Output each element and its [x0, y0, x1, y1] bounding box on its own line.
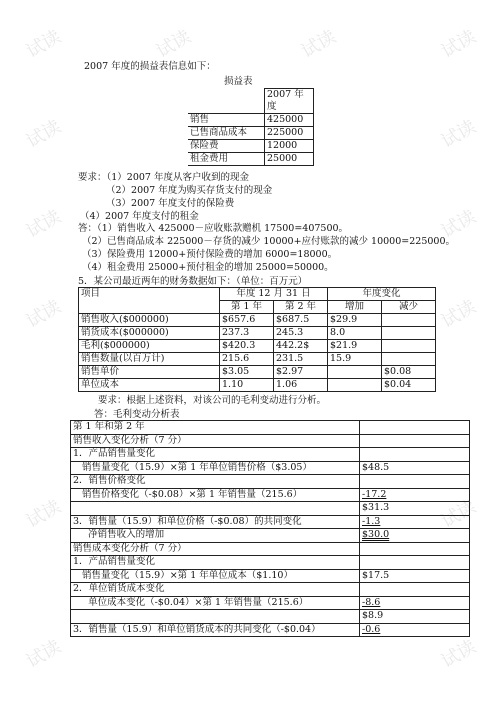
gm-amount	[360, 421, 470, 435]
cell-increase: 15.9	[328, 353, 382, 366]
cell-year1: 215.6	[220, 353, 274, 366]
cell-year1: $420.3	[220, 340, 274, 353]
gm-desc: 2．销售价格变化	[71, 475, 360, 489]
gm-desc: 3．销售量（15.9）和单位销货成本的共同变化（-$0.04）	[71, 623, 360, 637]
table-row	[71, 529, 470, 543]
table-row	[71, 596, 470, 610]
table-row	[71, 502, 470, 516]
gm-desc	[71, 502, 360, 516]
gm-amount	[360, 542, 470, 556]
gm-desc: 1．产品销售量变化	[71, 448, 360, 462]
cell-year2: $687.5	[274, 314, 328, 327]
table-row	[79, 340, 436, 353]
cell-year1: 1.10	[220, 379, 274, 392]
table-row	[71, 515, 470, 529]
table-row	[71, 448, 470, 462]
gm-amount: -8.6	[360, 596, 470, 610]
cell-year2: 231.5	[274, 353, 328, 366]
cell-year1: $3.05	[220, 366, 274, 379]
table-row	[79, 366, 436, 379]
gm-amount: -1.3	[360, 515, 470, 529]
income-statement-table	[188, 88, 314, 166]
gm-desc: 第 1 年和第 2 年	[71, 421, 360, 435]
gm-desc: 销售成本变化分析（7 分）	[71, 542, 360, 556]
gm-amount	[360, 556, 470, 570]
gm-amount	[360, 448, 470, 462]
income-row-label: 销售	[188, 114, 265, 127]
income-row-label: 保险费	[188, 140, 265, 153]
income-header: 2007 年度	[265, 89, 314, 114]
gm-amount	[360, 475, 470, 489]
gm-amount: $30.0	[360, 529, 470, 543]
gm-desc: 2．单位销货成本变化	[71, 583, 360, 597]
gm-amount: $8.9	[360, 610, 470, 624]
financial-data-table	[78, 287, 436, 392]
gm-amount: $17.5	[360, 569, 470, 583]
table-row	[71, 434, 470, 448]
gm-desc: 单位成本变化（-$0.04）×第 1 年销售量（215.6）	[71, 596, 360, 610]
intro-text: 2007 年度的损益表信息如下：	[84, 61, 216, 72]
answer-line: （4）租金费用 25000+预付租金的增加 25000=50000。	[82, 262, 334, 273]
table-row	[71, 610, 470, 624]
cell-year1: 237.3	[220, 327, 274, 340]
income-row-value: 12000	[265, 140, 314, 153]
gm-amount	[360, 434, 470, 448]
income-row-value: 225000	[265, 127, 314, 140]
gm-desc: 销售量变化（15.9）×第 1 年单位成本（$1.10）	[71, 569, 360, 583]
requirement-line: （2）2007 年度为购买存货支付的现金	[106, 185, 273, 196]
gm-desc: 净销售收入的增加	[71, 529, 360, 543]
cell-decrease: $0.04	[382, 379, 436, 392]
answer-line: （2）已售商品成本 225000－存货的减少 10000+应付账款的减少 10000=225000。	[82, 236, 455, 247]
gm-amount: $31.3	[360, 502, 470, 516]
gm-desc: 销售量变化（15.9）×第 1 年单位销售价格（$3.05）	[71, 461, 360, 475]
table-row	[79, 353, 436, 366]
header-change: 年度变化	[328, 288, 436, 301]
cell-increase: $29.9	[328, 314, 382, 327]
header-decrease: 减少	[382, 301, 436, 314]
income-row-label: 已售商品成本	[188, 127, 265, 140]
income-row-value: 25000	[265, 153, 314, 166]
cell-increase	[328, 366, 382, 379]
row-label: 销售数量(以百万计)	[79, 353, 220, 366]
answer-line: 答：（1）销售收入 425000－应收账款赠机 17500=407500。	[78, 223, 349, 234]
answer-line: （3）保险费用 12000+预付保险费的增加 6000=18000。	[82, 249, 338, 260]
table-row	[71, 556, 470, 570]
gm-desc: 销售价格变化（-$0.08）×第 1 年销售量（215.6）	[71, 488, 360, 502]
table-row	[71, 569, 470, 583]
header-year2: 第 2 年	[274, 301, 328, 314]
row-label: 销货成本($000000)	[79, 327, 220, 340]
cell-year2: 442.2$	[274, 340, 328, 353]
cell-year1: $657.6	[220, 314, 274, 327]
income-row-value: 425000	[265, 114, 314, 127]
requirement-2: 要求：根据上述资料，对该公司的毛利变动进行分析。	[98, 395, 327, 406]
table-row	[71, 623, 470, 637]
row-label: 单位成本	[79, 379, 220, 392]
cell-decrease	[382, 353, 436, 366]
gm-amount: -0.6	[360, 623, 470, 637]
table-row	[71, 475, 470, 489]
table-row	[79, 379, 436, 392]
cell-decrease	[382, 314, 436, 327]
cell-decrease	[382, 327, 436, 340]
gm-desc	[71, 610, 360, 624]
header-increase: 增加	[328, 301, 382, 314]
cell-decrease	[382, 340, 436, 353]
table-row	[79, 314, 436, 327]
requirement-line: 要求：（1）2007 年度从客户收到的现金	[78, 172, 249, 183]
gm-desc: 销售收入变化分析（7 分）	[71, 434, 360, 448]
gm-amount: -17.2	[360, 488, 470, 502]
gm-amount: $48.5	[360, 461, 470, 475]
gross-margin-table	[70, 420, 470, 637]
cell-increase: $21.9	[328, 340, 382, 353]
row-label: 销售收入($000000)	[79, 314, 220, 327]
cell-year2: 245.3	[274, 327, 328, 340]
gm-amount	[360, 583, 470, 597]
gm-desc: 1．产品销售量变化	[71, 556, 360, 570]
row-label: 销售单价	[79, 366, 220, 379]
table-row	[79, 327, 436, 340]
cell-decrease: $0.08	[382, 366, 436, 379]
gm-desc: 3．销售量（15.9）和单位价格（-$0.08）的共同变化	[71, 515, 360, 529]
table-row	[71, 421, 470, 435]
income-row-label: 租金费用	[188, 153, 265, 166]
income-title: 损益表	[224, 76, 253, 87]
header-year1: 第 1 年	[220, 301, 274, 314]
cell-year2: 1.06	[274, 379, 328, 392]
cell-year2: $2.97	[274, 366, 328, 379]
requirement-line: （3）2007 年度支付的保险费	[106, 198, 235, 209]
answer-2: 答：毛利变动分析表	[94, 409, 180, 420]
table-row	[71, 488, 470, 502]
cell-increase: 8.0	[328, 327, 382, 340]
table-row	[71, 461, 470, 475]
cell-increase	[328, 379, 382, 392]
question-5: 5．某公司最近两年的财务数据如下：（单位：百万元）	[78, 276, 308, 287]
requirement-line: （4）2007 年度支付的租金	[80, 211, 199, 222]
table-row	[71, 583, 470, 597]
table-row	[71, 542, 470, 556]
header-item: 项目	[79, 288, 220, 314]
row-label: 毛利($000000)	[79, 340, 220, 353]
header-date: 年度 12 月 31 日	[220, 288, 328, 301]
